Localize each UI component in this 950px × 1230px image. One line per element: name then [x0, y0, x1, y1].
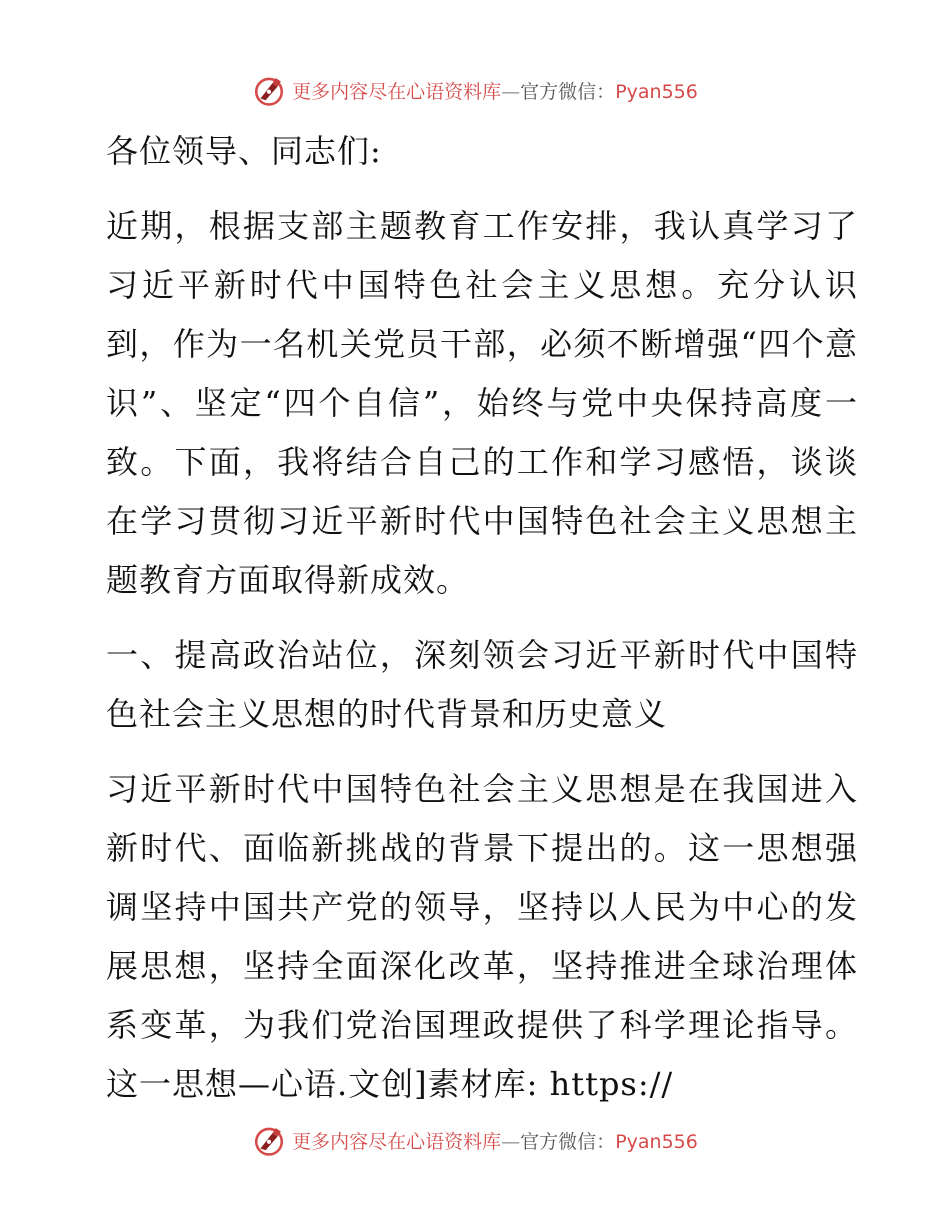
- section-heading-1: 一、提高政治站位，深刻领会习近平新时代中国特色社会主义思想的时代背景和历史意义: [106, 636, 858, 733]
- fountain-pen-logo-icon: [252, 1123, 286, 1157]
- footer-watermark: [0, 1120, 950, 1160]
- watermark-separator: —: [501, 1130, 521, 1153]
- salutation: 各位领导、同志们:: [106, 132, 382, 170]
- watermark-group: [252, 73, 698, 107]
- watermark-account: Pyan556: [615, 80, 698, 103]
- paragraph-intro: 近期，根据支部主题教育工作安排，我认真学习了习近平新时代中国特色社会主义思想。充分认识到，作为一名机关党员干部，必须不断增强“四个意识”、坚定“四个自信”，始终与党中央保持高度一致。下面，我将结合自己的工作和学习感悟，谈谈在学习贯彻习近平新时代中国特色社会主义思想主题教育方面取得新成效。: [106, 207, 858, 599]
- header-watermark: [0, 70, 950, 110]
- watermark-text: [292, 77, 698, 104]
- watermark-wechat-label: 官方微信：: [520, 80, 616, 103]
- watermark-separator: —: [501, 80, 521, 103]
- watermark-slogan: 更多内容尽在心语资料库: [292, 1130, 502, 1153]
- watermark-slogan: 更多内容尽在心语资料库: [292, 80, 502, 103]
- document-body: [98, 122, 858, 1130]
- watermark-group: [252, 1123, 698, 1157]
- watermark-text: [292, 1127, 698, 1154]
- watermark-account: Pyan556: [615, 1130, 698, 1153]
- fountain-pen-logo-icon: [252, 73, 286, 107]
- watermark-wechat-label: 官方微信：: [520, 1130, 616, 1153]
- paragraph-section-1: 习近平新时代中国特色社会主义思想是在我国进入新时代、面临新挑战的背景下提出的。这一思想强调坚持中国共产党的领导，坚持以人民为中心的发展思想，坚持全面深化改革，坚持推进全球治理体系变革，为我们党治国理政提供了科学理论指导。这一思想—心语.文创]素材库: https://: [106, 770, 858, 1103]
